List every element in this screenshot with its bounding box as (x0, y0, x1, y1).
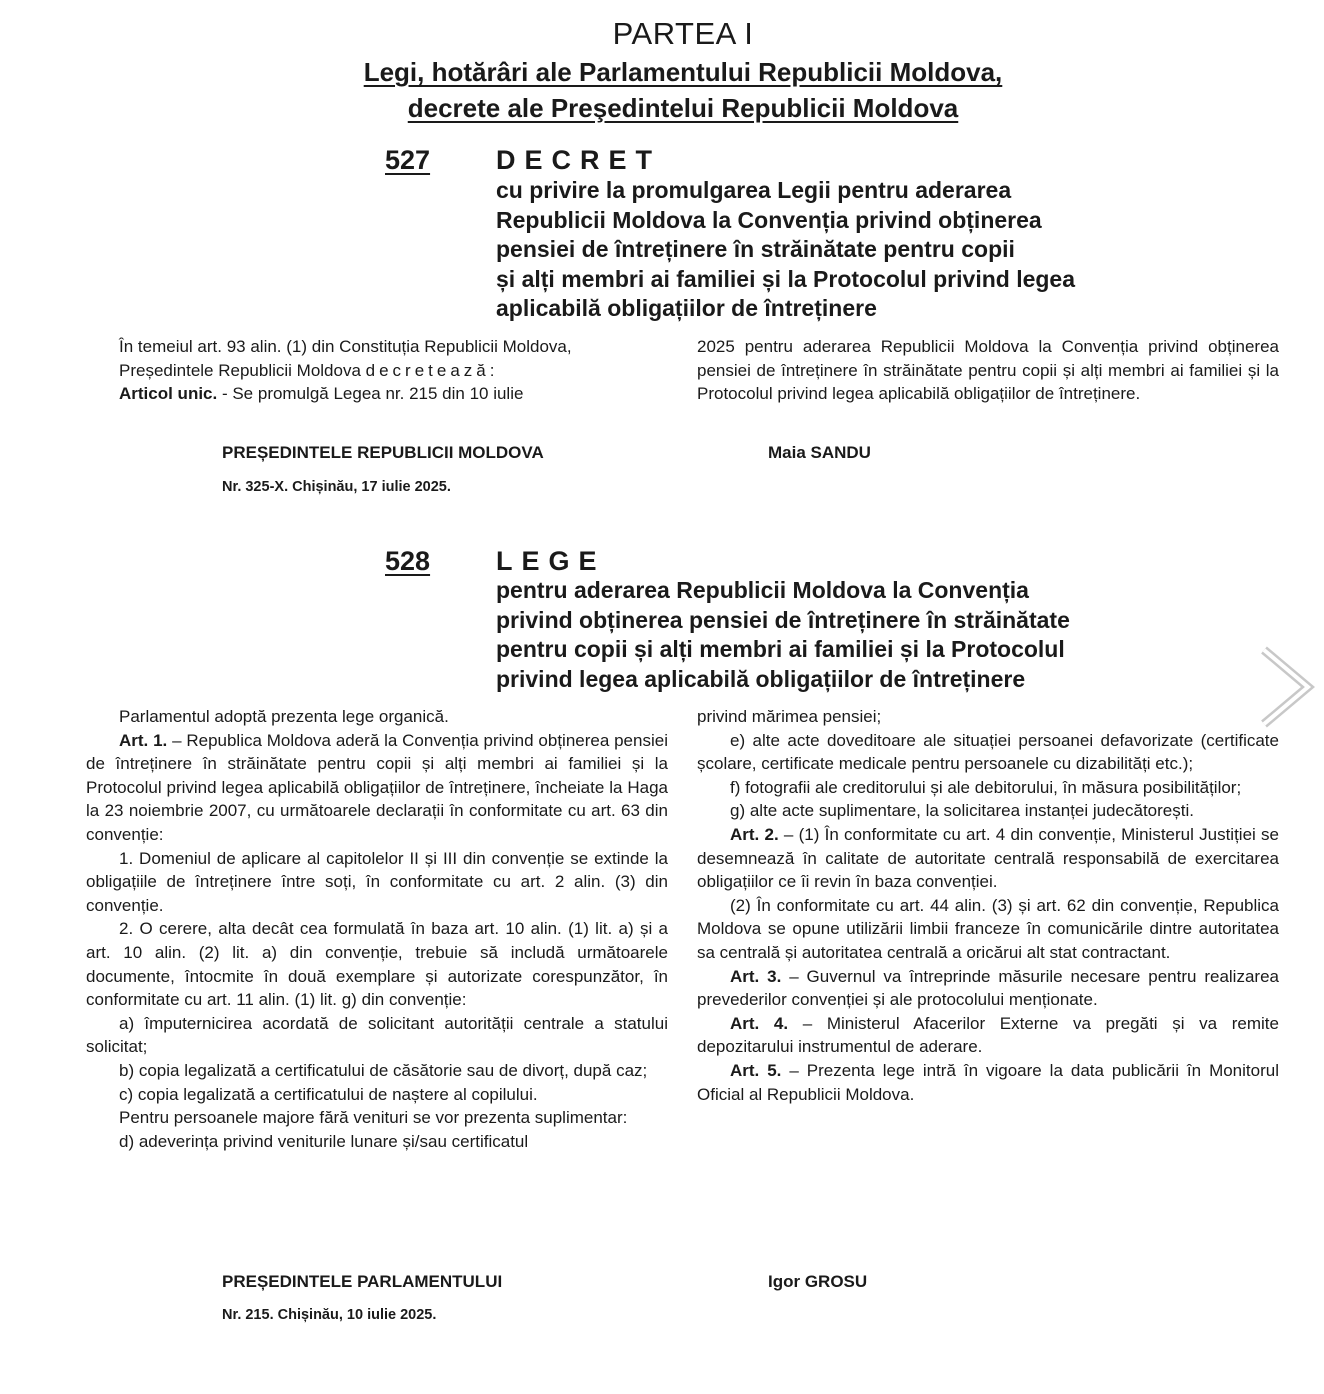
law-item-b: b) copia legalizată a certificatului de căsătorie sau de divorț, după caz; (119, 1060, 648, 1080)
law-item-e: e) alte acte doveditoare ale situației persoanei defavorizate (certificate școlare, certificate medicale pentru persoanele cu dizabilități etc.); (697, 730, 1279, 774)
law-art4 (697, 1012, 1279, 1059)
law-art1-text: – Republica Moldova aderă la Convenția privind obținerea pensiei de întreținere în străinătate pentru copii și alți membri ai familiei și la Protocolul privind legea aplicabilă obligațiilor de întreținere, încheiate la Haga la 23 noiembrie 2007, cu următoarele declarații în conformitate cu art. 63 din convenție: (86, 730, 668, 844)
law-title-line: pentru aderarea Republicii Moldova la Convenția (496, 577, 1029, 603)
decree-article (86, 382, 668, 406)
decree-type: DECRET (496, 145, 662, 175)
law-right-column (697, 705, 1279, 1106)
decree-verb: decretează: (365, 360, 499, 380)
law-title-line: pentru copii și alți membri ai familiei și la Protocolul (496, 636, 1065, 662)
law-art5-label: Art. 5. (730, 1060, 782, 1080)
law-signer-role: PREȘEDINTELE PARLAMENTULUI (222, 1272, 503, 1291)
decree-decrees (86, 359, 668, 383)
law-reference: Nr. 215. Chișinău, 10 iulie 2025. (222, 1307, 437, 1323)
law-art1 (86, 729, 668, 847)
law-item-f: f) fotografii ale creditorului și ale debitorului, în măsura posibilităților; (730, 777, 1242, 797)
decree-article-continuation: 2025 pentru aderarea Republicii Moldova la Convenția privind obținerea pensiei de întreținere în străinătate pentru copii și alți membri ai familiei și la Protocolul privind legea aplicabilă obligațiilor de întreținere. (697, 337, 1279, 404)
law-art1-label: Art. 1. (119, 730, 168, 750)
law-title-line: privind obținerea pensiei de întreținere în străinătate (496, 606, 1070, 633)
decree-title-line: cu privire la promulgarea Legii pentru aderarea (496, 177, 1012, 203)
law-art5 (697, 1059, 1279, 1106)
decree-left-column (86, 335, 668, 406)
decree-article-label: Articol unic. (119, 384, 218, 404)
section-heading-line1: Legi, hotărâri ale Parlamentului Republicii Moldova, (363, 57, 1003, 87)
decree-title-line: și alți membri ai familiei și la Protocolul privind legea (496, 265, 1076, 292)
law-art2-text: – (1) În conformitate cu art. 4 din convenție, Ministerul Justiției se desemnează în calitate de autoritate centrală responsabilă de exercitarea obligațiilor ce îi revin în baza convenției. (697, 824, 1279, 892)
law-title (496, 576, 1296, 694)
decree-title-line: Republicii Moldova la Convenția privind obținerea (496, 206, 1042, 233)
law-art5-text: – Prezenta lege intră în vigoare la data publicării în Monitorul Oficial al Republicii Moldova. (697, 1060, 1279, 1104)
law-intro: Parlamentul adoptă prezenta lege organică. (119, 707, 449, 726)
law-para-2: 2. O cerere, alta decât cea formulată în baza art. 10 alin. (1) lit. a) și a art. 10 alin. (2) lit. a) din convenție, trebuie să includă următoarele documente, întocmite în două exemplare și autorizate corespunzător, în conformitate cu art. 11 alin. (1) lit. g) din convenție: (86, 919, 668, 1010)
law-number: 528 (385, 546, 431, 576)
law-title-line: privind legea aplicabilă obligațiilor de întreținere (496, 665, 1026, 692)
chevron-right-icon (1256, 644, 1318, 730)
decree-right-column (697, 335, 1279, 406)
law-item-d-continuation: privind mărimea pensiei; (697, 707, 882, 726)
decree-article-text: - Se promulgă Legea nr. 215 din 10 iulie (217, 384, 524, 404)
law-item-a: a) împuternicirea acordată de solicitant autorității centrale a statului solicitat; (86, 1013, 668, 1057)
law-art2-label: Art. 2. (730, 824, 779, 844)
decree-preamble: În temeiul art. 93 alin. (1) din Constituția Republicii Moldova, (119, 337, 572, 356)
law-left-column (86, 705, 668, 1153)
decree-title (496, 176, 1296, 324)
law-art3-text: – Guvernul va întreprinde măsurile necesare pentru realizarea prevederilor convenției și ale protocolului menționate. (697, 966, 1279, 1010)
decree-signer-role: PREȘEDINTELE REPUBLICII MOLDOVA (222, 443, 544, 462)
law-signer-name: Igor GROSU (768, 1272, 868, 1291)
decree-reference: Nr. 325-X. Chișinău, 17 iulie 2025. (222, 479, 451, 495)
part-title: PARTEA I (612, 16, 754, 51)
law-art2-para2: (2) În conformitate cu art. 44 alin. (3) și art. 62 din convenție, Republica Moldova se opune utilizării limbii franceze în comunicările dintre autoritatea sa centrală și autoritatea centrală a oricărui alt stat contractant. (697, 895, 1279, 962)
section-heading-line2: decrete ale Preşedintelui Republicii Moldova (407, 93, 959, 123)
decree-signer-name: Maia SANDU (768, 443, 871, 462)
next-page-button[interactable] (1256, 644, 1318, 730)
decree-title-line: pensiei de întreținere în străinătate pentru copii (496, 236, 1015, 262)
law-item-g: g) alte acte suplimentare, la solicitarea instanței judecătorești. (730, 801, 1194, 821)
law-art2 (697, 823, 1279, 894)
law-art4-text: – Ministerul Afacerilor Externe va pregăti și va remite depozitarului instrumentul de aderare. (697, 1013, 1279, 1057)
law-art3-label: Art. 3. (730, 966, 782, 986)
decree-number: 527 (385, 145, 431, 175)
law-art4-label: Art. 4. (730, 1013, 789, 1033)
law-art3 (697, 965, 1279, 1012)
decree-title-line: aplicabilă obligațiilor de întreținere (496, 295, 877, 321)
law-type: LEGE (496, 546, 606, 576)
law-item-c: c) copia legalizată a certificatului de naștere al copilului. (119, 1084, 538, 1104)
decree-president-text: Președintele Republicii Moldova (119, 360, 366, 380)
law-para-1: 1. Domeniul de aplicare al capitolelor II și III din convenție se extinde la obligațiile de întreținere între soți, în conformitate cu art. 2 alin. (3) din convenție. (86, 848, 668, 915)
law-majors: Pentru persoanele majore fără venituri se vor prezenta suplimentar: (119, 1108, 628, 1128)
law-item-d: d) adeverința privind veniturile lunare și/sau certificatul (119, 1131, 529, 1151)
